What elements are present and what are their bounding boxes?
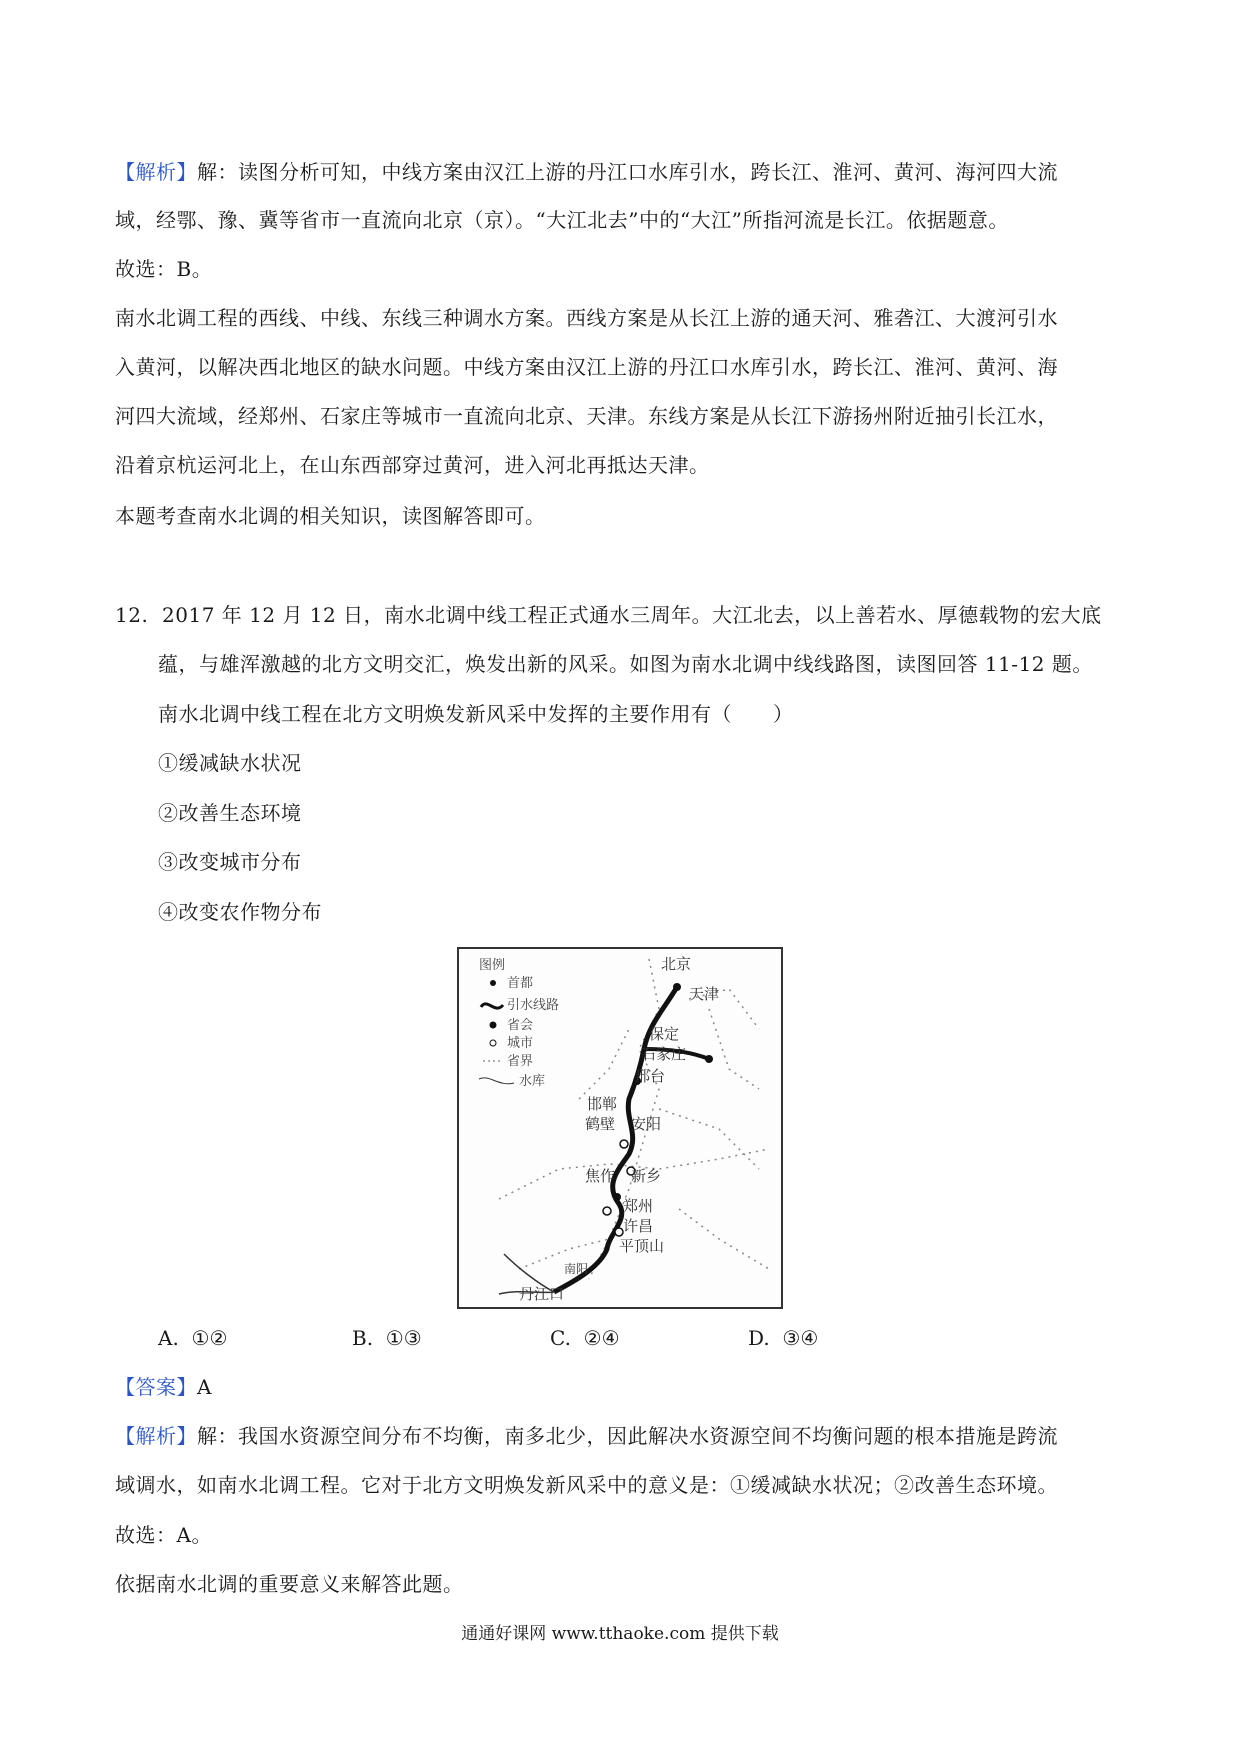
legend-item: 省界 — [507, 1054, 534, 1069]
city-label: 丹江口 — [519, 1285, 565, 1303]
city-label: 郑州 — [623, 1197, 654, 1215]
explanation-line: 河四大流域，经郑州、石家庄等城市一直流向北京、天津。东线方案是从长江下游扬州附近抽引长江水， — [115, 404, 1058, 428]
question-number: 12. — [115, 603, 149, 627]
analysis-paragraph-1 — [115, 158, 1058, 186]
analysis-text-line: 域调水，如南水北调工程。它对于北方文明焕发新风采中的意义是：①缓减缺水状况；②改善生态环境。 — [115, 1473, 1058, 1497]
statement-item: ①缓减缺水状况 — [158, 751, 302, 775]
city-marker-icon — [490, 1040, 496, 1046]
reservoir-icon — [479, 1078, 514, 1084]
city-label: 保定 — [649, 1025, 680, 1043]
question-stem-line: 南水北调中线工程在北方文明焕发新风采中发挥的主要作用有（ ） — [158, 702, 794, 726]
analysis-text: 解：读图分析可知，中线方案由汉江上游的丹江口水库引水，跨长江、淮河、黄河、海河四大流 — [197, 160, 1058, 184]
option-letter: D. — [748, 1326, 770, 1350]
capital-marker-icon — [490, 980, 496, 986]
route-map-figure — [457, 947, 783, 1309]
city-label: 新乡 — [631, 1167, 662, 1185]
legend-title: 图例 — [479, 958, 506, 973]
summary-line: 本题考查南水北调的相关知识，读图解答即可。 — [115, 504, 546, 528]
city-label: 鹤壁 — [585, 1115, 616, 1133]
legend-item: 引水线路 — [507, 998, 560, 1013]
option-b[interactable] — [352, 1324, 422, 1352]
city-label: 天津 — [689, 985, 720, 1003]
page-footer: 通通好课网 www.tthaoke.com 提供下载 — [461, 1624, 779, 1644]
option-text: ①② — [191, 1326, 228, 1350]
city-label: 安阳 — [631, 1115, 662, 1133]
statement-item: ④改变农作物分布 — [158, 900, 322, 924]
summary-line: 依据南水北调的重要意义来解答此题。 — [115, 1572, 464, 1596]
explanation-line: 入黄河，以解决西北地区的缺水问题。中线方案由汉江上游的丹江口水库引水，跨长江、淮河、黄河、海 — [115, 355, 1058, 379]
option-d[interactable] — [748, 1324, 818, 1352]
legend-item: 首都 — [507, 976, 534, 991]
option-letter: C. — [550, 1326, 571, 1350]
analysis-text: 解：我国水资源空间分布不均衡，南多北少，因此解决水资源空间不均衡问题的根本措施是跨流 — [197, 1424, 1058, 1448]
statement-item: ②改善生态环境 — [158, 801, 302, 825]
option-text: ②④ — [583, 1326, 620, 1350]
analysis-tag: 【解析】 — [115, 1424, 197, 1448]
analysis-text-line: 域，经鄂、豫、冀等省市一直流向北京（京）。“大江北去”中的“大江”所指河流是长江。依据题意。 — [115, 208, 1009, 232]
provincial-capital-icon — [490, 1022, 496, 1028]
answer-value: A — [197, 1375, 212, 1399]
answer-line — [115, 1373, 212, 1401]
option-text: ③④ — [782, 1326, 819, 1350]
question-stem-text: 2017 年 12 月 12 日，南水北调中线工程正式通水三周年。大江北去，以上善若水、厚德载物的宏大底 — [162, 603, 1102, 627]
city-label: 北京 — [661, 955, 692, 973]
city-label: 焦作 — [585, 1167, 616, 1185]
route-line-icon — [481, 1004, 503, 1008]
legend-item: 省会 — [507, 1018, 534, 1033]
answer-tag: 【答案】 — [115, 1375, 197, 1399]
legend-item: 水库 — [519, 1074, 546, 1089]
city-label: 石家庄 — [641, 1045, 687, 1063]
statement-item: ③改变城市分布 — [158, 850, 302, 874]
route-map — [459, 949, 781, 1307]
explanation-line: 沿着京杭运河北上，在山东西部穿过黄河，进入河北再抵达天津。 — [115, 453, 710, 477]
city-label: 南阳 — [564, 1262, 589, 1276]
city-label: 邢台 — [635, 1067, 666, 1085]
option-a[interactable] — [158, 1324, 227, 1352]
selection-line: 故选：A。 — [115, 1523, 212, 1547]
option-letter: A. — [158, 1326, 179, 1350]
selection-line: 故选：B。 — [115, 257, 213, 281]
analysis-tag: 【解析】 — [115, 160, 197, 184]
option-letter: B. — [352, 1326, 374, 1350]
explanation-line: 南水北调工程的西线、中线、东线三种调水方案。西线方案是从长江上游的通天河、雅砻江、大渡河引水 — [115, 306, 1058, 330]
city-label: 平顶山 — [619, 1237, 665, 1255]
analysis-paragraph-2 — [115, 1422, 1058, 1450]
city-label: 邯郸 — [587, 1095, 618, 1113]
legend-item: 城市 — [507, 1036, 534, 1051]
option-text: ①③ — [385, 1326, 422, 1350]
question-stem-line: 蕴，与雄浑激越的北方文明交汇，焕发出新的风采。如图为南水北调中线线路图，读图回答 11-12 题。 — [158, 652, 1093, 676]
city-label: 许昌 — [623, 1217, 654, 1235]
question-stem-line — [115, 601, 1102, 629]
option-c[interactable] — [550, 1324, 620, 1352]
